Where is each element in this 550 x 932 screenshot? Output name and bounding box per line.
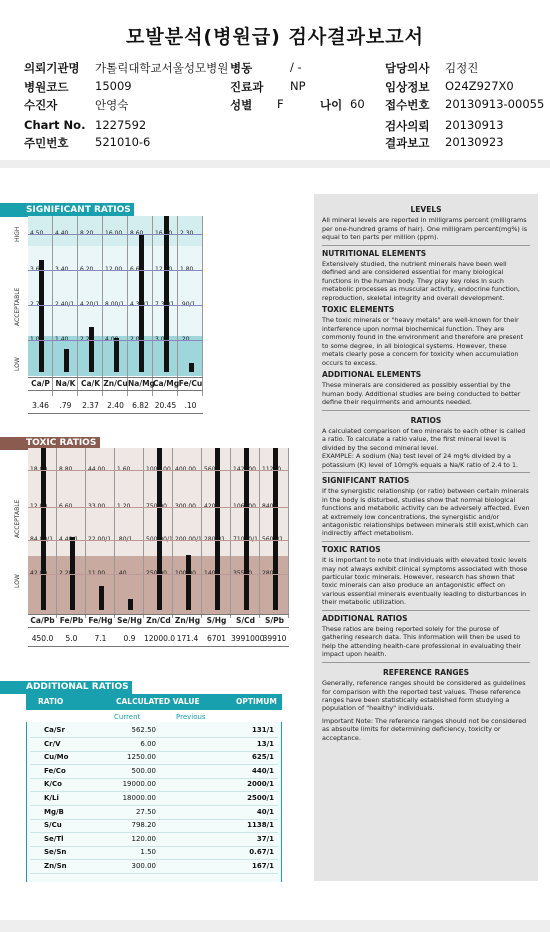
ratio-bar: [41, 448, 46, 610]
ratio-current: 1.50: [140, 848, 156, 857]
ratios-example: EXAMPLE: A sodium (Na) test level of 24 mg% divided by a potassium (K) level of 10mg% equals a Na/K ratio of 2.4 to 1.: [322, 452, 519, 469]
ratio-bar: [189, 363, 194, 372]
info-value: NP: [290, 79, 306, 93]
result-value: .10: [184, 401, 197, 410]
info-label: 임상정보: [385, 80, 430, 94]
ratio-bar: [157, 448, 162, 610]
ratio-name: Se/Sn: [44, 848, 67, 857]
significant-ratios-text: If the synergistic relationship (or ratio) between certain minerals in the body is disturbed, studies show that normal biological functions and metabolic activity can be adversely affected. Even at extremely low concentrations, the synergistic and/or antagonistic relationships between minerals still exist,which can indirectly affect metabolism.: [322, 487, 530, 538]
ratio-name: Cr/V: [44, 739, 61, 748]
significant-ratios-heading: SIGNIFICANT RATIOS: [322, 475, 410, 485]
header-optimum: OPTIMUM: [236, 697, 277, 706]
category-label: Fe/Hg: [88, 616, 113, 625]
ratio-optimum: 0.67/1: [249, 848, 274, 857]
result-value: 5.0: [65, 634, 78, 643]
ratio-name: Se/Tl: [44, 834, 64, 843]
info-label: 진료과: [230, 80, 264, 94]
category-label: Zn/Cu: [103, 379, 128, 388]
info-label: 검사의뢰: [385, 119, 430, 133]
additional-ratios-heading: ADDITIONAL RATIOS: [322, 613, 408, 623]
column-line: [288, 448, 289, 618]
table-rule: [28, 646, 289, 647]
additional-elements-heading: ADDITIONAL ELEMENTS: [322, 369, 422, 379]
ratio-current: 27.50: [135, 807, 156, 816]
category-label: Ca/K: [80, 379, 101, 388]
column-line: [56, 448, 57, 618]
info-label: Chart No.: [24, 118, 86, 132]
ratio-current: 120.00: [131, 834, 156, 843]
result-value: 450.0: [31, 634, 54, 643]
ratio-bar: [39, 260, 44, 372]
info-label: 수진자: [24, 98, 58, 112]
info-label: 의뢰기관명: [24, 61, 80, 75]
header-calculated: CALCULATED VALUE: [116, 697, 200, 706]
ratios-heading: RATIOS: [410, 415, 442, 425]
tick-line: [28, 270, 203, 271]
ratio-optimum: 131/1: [251, 726, 274, 734]
result-value: 39910: [262, 634, 287, 643]
info-value: 가톨릭대학교서울성모병원: [95, 61, 229, 75]
result-value: 7.1: [94, 634, 107, 643]
category-label: Na/K: [55, 379, 76, 388]
report-title: 모발분석(병원급) 검사결과보고서: [126, 26, 424, 48]
table-rule: [28, 377, 203, 378]
divider: [0, 920, 550, 932]
tick-line: [28, 340, 203, 341]
info-value: 김정진: [445, 61, 479, 75]
explanation-panel: [314, 194, 538, 881]
ratio-name: Ca/Sr: [44, 726, 65, 734]
info-value: / -: [290, 60, 302, 74]
result-value: 2.37: [82, 401, 99, 410]
ratio-bar: [99, 586, 104, 610]
ratio-current: 562.50: [131, 726, 156, 734]
info-label: 나이: [320, 98, 343, 112]
tick-line: [28, 305, 203, 306]
ratio-current: 1250.00: [127, 753, 156, 762]
row-rule: [30, 859, 278, 860]
ratio-name: K/Co: [44, 780, 62, 789]
ratio-current: 300.00: [131, 862, 156, 870]
ratio-current: 19000.00: [122, 780, 156, 789]
row-rule: [30, 846, 278, 847]
column-line: [172, 448, 173, 618]
ratio-bar: [186, 555, 191, 610]
header-ratio: RATIO: [38, 697, 64, 706]
info-label: 접수번호: [385, 98, 430, 112]
info-value: 521010-6: [95, 135, 151, 149]
info-label: 주민번호: [24, 136, 69, 150]
ratio-current: 6.00: [140, 739, 156, 748]
result-value: 2.40: [107, 401, 124, 410]
category-label: Na/Mg: [128, 379, 155, 388]
category-label: Ca/Pb: [30, 616, 55, 625]
additional-ratios-text: These ratios are being reported solely for the purose of gathering research data. This information will then be used to help the attending health-care professional in evaluating their impact upon health.: [322, 625, 521, 659]
category-label: Se/Hg: [117, 616, 142, 625]
category-label: Zn/Cd: [146, 616, 171, 625]
column-line: [230, 448, 231, 618]
reference-ranges-heading: REFERENCE RANGES: [382, 667, 470, 677]
result-value: 171.4: [176, 634, 199, 643]
tick-line: [28, 234, 203, 235]
row-rule: [30, 778, 278, 779]
category-label: Zn/Hg: [174, 616, 201, 625]
ratio-current: 798.20: [131, 821, 156, 830]
zone-label: LOW: [14, 574, 21, 588]
zone-label: ACCEPTABLE: [14, 499, 21, 538]
ratio-bar: [215, 448, 220, 610]
column-line: [143, 448, 144, 618]
category-label: Fe/Cu: [178, 379, 203, 388]
toxic-ratios-text: It is important to note that individuals with elevated toxic levels may not always exhibit clinical symptoms associated with those particular toxic minerals. However, research has shown that toxic minerals can also produce an antagonistic effect on various essential minerals eventually leading to disturbances in their metabolic utilization.: [322, 556, 528, 607]
column-line: [152, 216, 153, 396]
info-label: 병원코드: [24, 80, 69, 94]
ratio-name: Cu/Mo: [44, 753, 69, 762]
ratio-bar: [64, 349, 69, 372]
category-label: Fe/Pb: [59, 616, 84, 625]
category-label: Ca/Mg: [153, 379, 180, 388]
info-value: O24Z927X0: [445, 79, 514, 93]
info-value: 1227592: [95, 118, 147, 132]
result-value: 6701: [206, 634, 227, 643]
info-label: 담당의사: [385, 61, 430, 75]
column-line: [114, 448, 115, 618]
info-label: 병동: [230, 61, 253, 75]
row-rule: [30, 764, 278, 765]
ratio-bar: [244, 448, 249, 610]
ratio-optimum: 2000/1: [247, 780, 274, 789]
result-value: 3991000: [231, 634, 265, 643]
row-rule: [30, 819, 278, 820]
ratio-optimum: 625/1: [251, 753, 274, 762]
zone-label: LOW: [14, 357, 21, 371]
row-rule: [30, 791, 278, 792]
row-rule: [30, 737, 278, 738]
zone-label: HIGH: [14, 226, 21, 242]
column-line: [85, 448, 86, 618]
info-value: 20130913: [445, 118, 504, 132]
column-line: [77, 216, 78, 396]
ratio-bar: [273, 448, 278, 610]
additional-elements-text: These minerals are considered as possibly essential by the human body. Additional studies are being conducted to better define their requirments and amounts needed.: [322, 381, 521, 407]
ratio-optimum: 37/1: [256, 834, 274, 843]
levels-heading: LEVELS: [410, 205, 442, 214]
tick-line: [28, 574, 289, 575]
ratio-bar: [89, 327, 94, 372]
result-value: 12000.0: [144, 634, 176, 643]
toxic-ratios-heading: TOXIC RATIOS: [322, 544, 381, 554]
category-label: Ca/P: [31, 379, 50, 388]
ratio-optimum: 40/1: [256, 807, 274, 816]
info-label: 성별: [230, 98, 253, 112]
category-label: S/Hg: [206, 616, 227, 625]
toxic-elements-heading: TOXIC ELEMENTS: [322, 305, 395, 315]
significant-ratios-title: SIGNIFICANT RATIOS: [0, 204, 134, 217]
ratio-optimum: 1138/1: [247, 821, 274, 830]
toxic-ratios-title: TOXIC RATIOS: [0, 437, 100, 450]
tick-line: [28, 540, 289, 541]
tick-line: [28, 470, 289, 471]
important-note: Important Note: The reference ranges should not be considered as absoulte limits for determining deficiency, toxicity or acceptance.: [322, 716, 527, 742]
ratio-optimum: 13/1: [256, 739, 274, 748]
subheader-previous: Previous: [176, 713, 206, 721]
table-rule: [28, 627, 289, 628]
ratio-name: Zn/Sn: [44, 862, 67, 870]
column-line: [259, 448, 260, 618]
row-rule: [30, 751, 278, 752]
ratio-bar: [164, 216, 169, 372]
subheader-current: Current: [114, 713, 141, 721]
category-label: S/Pb: [264, 616, 284, 625]
result-value: 0.9: [123, 634, 136, 643]
ratio-current: 500.00: [131, 766, 156, 775]
table-rule: [28, 413, 203, 414]
row-rule: [30, 873, 278, 874]
result-value: 6.82: [132, 401, 149, 410]
ratio-name: K/Li: [44, 794, 59, 802]
divider: [0, 160, 550, 168]
nutritional-text: Extensively studied, the nutrient minerals have been well defined and are considered essential for many biological functions in the human body. They play key roles in such metabolic processes as muscular activity, endocrine function, reproduction, skeletal integrity and overall development.: [322, 260, 520, 302]
result-value: 20.45: [154, 401, 177, 410]
toxic-elements-text: The toxic minerals or "heavy metals" are well-known for their interference upon normal biochemical function. They are commonly found in the environment and therefore are present to some degree, in all biological systems. However, these metals clearly pose a concern for toxicity when accumulation occurs to excess.: [322, 316, 524, 367]
ratio-optimum: 167/1: [251, 862, 274, 870]
info-value: 20130913-00055: [445, 97, 545, 111]
ratio-optimum: 2500/1: [247, 794, 274, 802]
result-value: .79: [59, 401, 72, 410]
nutritional-heading: NUTRITIONAL ELEMENTS: [322, 248, 427, 258]
column-line: [177, 216, 178, 396]
ratio-name: S/Cu: [44, 821, 62, 830]
ratio-bar: [128, 599, 133, 610]
result-value: 3.46: [32, 401, 49, 410]
ratio-current: 18000.00: [122, 794, 156, 802]
levels-text: All mineral levels are reported in milligrams percent (milligrams per one-hundred grams of hair). One milligram percent(mg%) is equal to ten parts per million (ppm).: [322, 216, 528, 242]
ratios-text: A calculated comparison of two minerals to each other is called a ratio. To calculate a ratio value, the first mineral level is divided by the second mineral level.: [322, 426, 526, 452]
info-value: 안영숙: [95, 98, 129, 112]
ratio-report: [0, 196, 300, 916]
additional-ratios-title: ADDITIONAL RATIOS: [0, 681, 132, 694]
column-line: [202, 216, 203, 396]
ratio-name: Mg/B: [44, 807, 64, 816]
column-line: [127, 216, 128, 396]
ratio-bar: [114, 338, 119, 372]
column-line: [201, 448, 202, 618]
row-rule: [30, 805, 278, 806]
column-line: [102, 216, 103, 396]
ratio-optimum: 440/1: [251, 766, 274, 775]
tick-line: [28, 507, 289, 508]
reference-ranges-text: Generally, reference ranges should be considered as guidelines for comparison with the reported test values. These reference ranges have been statistically established form studying a population of "healthy" individuals.: [322, 679, 526, 713]
category-label: S/Cd: [235, 616, 255, 625]
info-value: 60: [350, 97, 365, 111]
info-value: F: [277, 97, 284, 111]
info-value: 20130923: [445, 135, 504, 149]
row-rule: [30, 832, 278, 833]
zone-label: ACCEPTABLE: [14, 287, 21, 326]
table-rule: [28, 614, 289, 615]
info-label: 결과보고: [385, 136, 430, 150]
info-value: 15009: [95, 79, 132, 93]
column-line: [52, 216, 53, 396]
ratio-bar: [139, 235, 144, 372]
ratio-name: Fe/Co: [44, 766, 66, 775]
table-rule: [28, 390, 203, 391]
